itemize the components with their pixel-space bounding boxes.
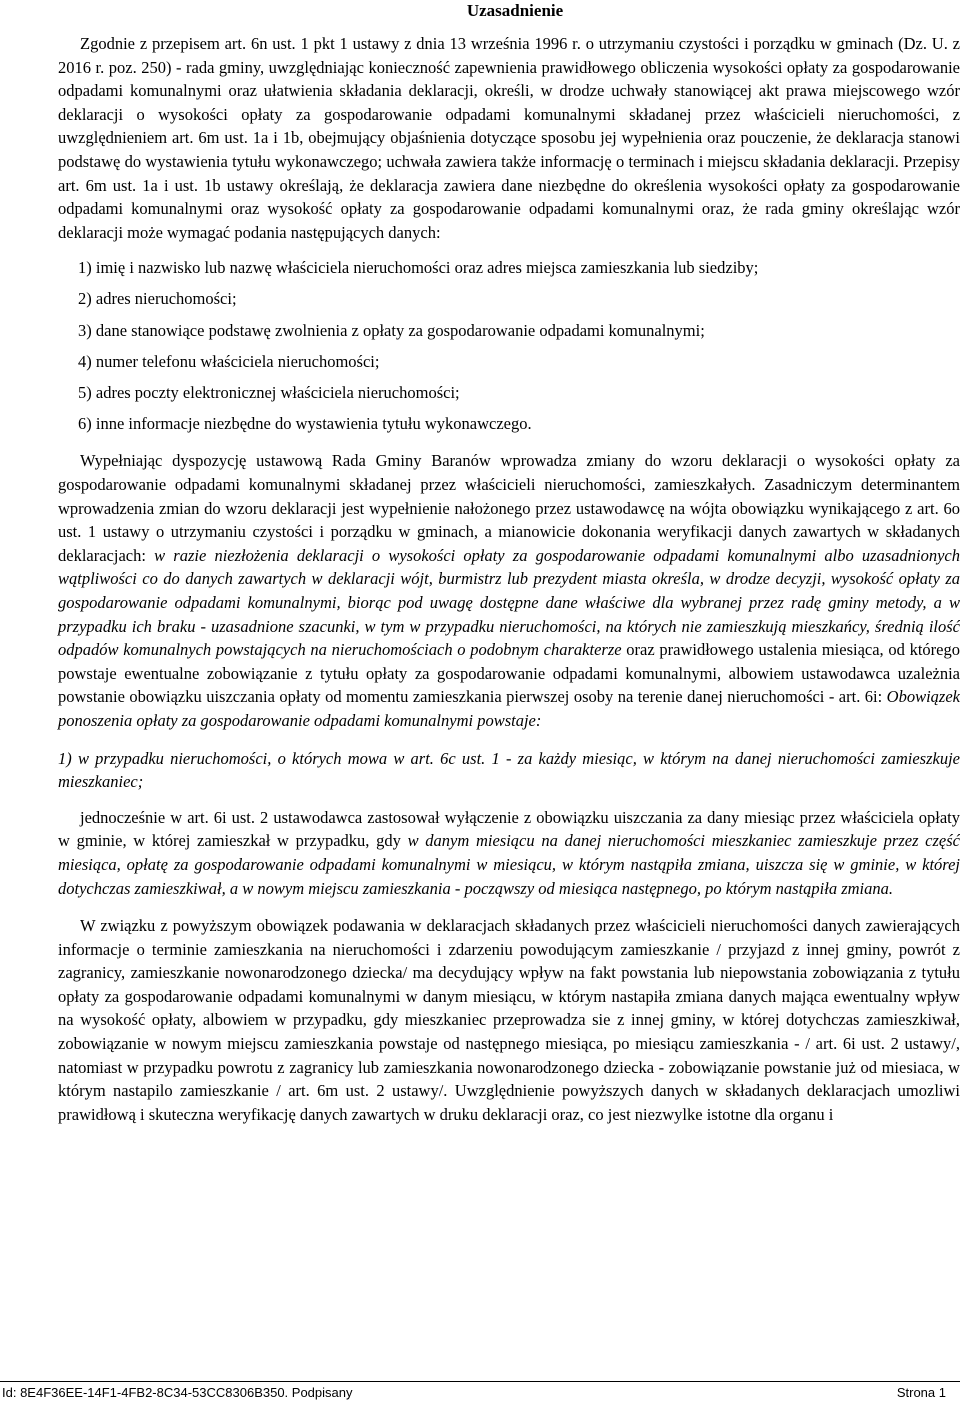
- exclusion-paragraph: [58, 806, 960, 900]
- page-number: Strona 1: [896, 1385, 946, 1400]
- justification-paragraph: [58, 449, 960, 732]
- list-item: 2) adres nieruchomości;: [78, 289, 237, 309]
- data-list: [58, 256, 960, 435]
- quoted-point-paragraph: [58, 747, 960, 794]
- justification-text: Wypełniając dyspozycję ustawową Rada Gminy Baranów wprowadza zmiany do wzoru deklaracji o wysokości opłaty za gospodarowanie odpadami komunalnymi składanej przez właścicieli nieruchomości, zamieszkałych. Zasadniczym determinantem wprowadzenia zmian do wzoru deklaracji jest wypełnienie nałożonego przez ustawodawcę na wójta obowiązku wynikającego z art. 6o ust. 1 ustawy o utrzymaniu czystości i porządku w gminach, a mianowicie dokonania weryfikacji danych zawartych w składanych deklaracjach:: [58, 451, 960, 565]
- intro-paragraph: Zgodnie z przepisem art. 6n ust. 1 pkt 1 ustawy z dnia 13 września 1996 r. o utrzymaniu czystości i porządku w gminach (Dz. U. z 2016 r. poz. 250) - rada gminy, uwzględniając konieczność zapewnienia prawidłowego obliczenia wysokości opłaty za gospodarowanie odpadami komunalnymi oraz ułatwienia składania deklaracji, określi, w drodze uchwały stanowiącej akt prawa miejscowego wzór deklaracji o wysokości opłaty za gospodarowanie odpadami komunalnymi składanej przez właścicieli nieruchomości, z uwzględnieniem art. 6m ust. 1a i 1b, obejmujący objaśnienia dotyczące sposobu jej wypełnienia oraz pouczenie, że deklaracja stanowi podstawę do wystawienia tytułu wykonawczego; uchwała zawiera także informację o terminach i miejscu składania deklaracji. Przepisy art. 6m ust. 1a i ust. 1b ustawy określają, że deklaracja zawiera dane niezbędne do określenia wysokości opłaty za gospodarowanie odpadami komunalnymi oraz wysokość opłaty za gospodarowanie odpadami komunalnymi oraz, że rada gminy określając wzór deklaracji może wymagać podania następujących danych:: [58, 34, 960, 242]
- page-footer: [0, 1381, 960, 1400]
- quoted-point-1: 1) w przypadku nieruchomości, o których mowa w art. 6c ust. 1 - za każdy miesiąc, w którym na danej nieruchomości zamieszkuje mieszkaniec;: [58, 748, 960, 792]
- document-page: [58, 0, 960, 1126]
- quoted-provision-6i-2: w danym miesiącu na danej nieruchomości mieszkaniec zamieszkuje przez część miesiąca, opłatę za gospodarowanie odpadami komunalnymi w miesiącu, w którym nastąpiła zmiana, uiszcza się w gminie, w której dotychczas zamieszkiwał, a w nowym miejscu zamieszkania - począwszy od miesiąca następnego, po którym nastąpiła zmiana.: [58, 831, 960, 898]
- list-item: 6) inne informacje niezbędne do wystawienia tytułu wykonawczego.: [78, 413, 532, 433]
- document-id: Id: 8E4F36EE-14F1-4FB2-8C34-53CC8306B350. Podpisany: [2, 1385, 353, 1400]
- conclusion-paragraph: W związku z powyższym obowiązek podawania w deklaracjach składanych przez właścicieli nieruchomości danych zawierających informacje o terminie zamieszkania na nieruchomości i zdarzeniu powodującym zamieszkanie / przyjazd z innej gminy, powrót z zagranicy, zamieszkanie nowonarodzonego dziecka/ ma decydujący wpływ na fakt powstania lub niepowstania zobowiązania z tytułu opłaty za gospodarowanie odpadami komunalnymi w danym miesiącu, w którym nastapiła zmiana danych mająca ewentualny wpływ na wysokość opłaty, albowiem w przypadku, gdy mieszkaniec przeprowadza sie z innej gminy, w której dotychczas zamieszkiwał, zobowiązanie w nowym miejscu zamieszkania powstaje od następnego miesiąca, po miesiącu zamieszkania - / art. 6i ust. 2 ustawy/, natomiast w przypadku powrotu z zagranicy lub zamieszkania nowonarodzonego dziecka - zobowiązanie powstanie już od miesiaca, w którym nastapilo zamieszkanie / art. 6m ust. 2 ustawy/. Uwzględnienie powyższych danych w składanych deklaracjach umozliwi prawidłową i skuteczna weryfikację danych zawartych w druku deklaracji oraz, co jest niezwylke istotne dla organu i: [58, 916, 960, 1124]
- document-title: Uzasadnienie: [466, 1, 564, 20]
- justification-text-continued: oraz prawidłowego ustalenia miesiąca, od którego powstaje ewentualne zobowiązanie z tytułu opłaty za gospodarowanie odpadami komunalnymi, albowiem ustawodawca uzależnia powstanie obowiązku uiszczania opłaty od momentu zamieszkania pierwszej osoby na terenie danej nieruchomości - art. 6i:: [58, 640, 960, 707]
- list-item: 5) adres poczty elektronicznej właściciela nieruchomości;: [78, 382, 460, 402]
- list-item: 1) imię i nazwisko lub nazwę właściciela nieruchomości oraz adres miejsca zamieszkania lub siedziby;: [78, 258, 759, 278]
- quoted-provision-6o: w razie niezłożenia deklaracji o wysokości opłaty za gospodarowanie odpadami komunalnymi albo uzasadnionych wątpliwości co do danych zawartych w deklaracji wójt, burmistrz lub prezydent miasta określa, w drodze decyzji, wysokość opłaty za gospodarowanie odpadami komunalnymi, biorąc pod uwagę dostępne dane właściwe dla wybranej przez radę gminy metody, a w przypadku ich braku - uzasadnione szacunki, w tym w przypadku nieruchomości, na których nie zamieszkują mieszkańcy, średnią ilość odpadów komunalnych powstających na nieruchomościach o podobnym charakterze: [58, 545, 960, 660]
- list-item: 4) numer telefonu właściciela nieruchomości;: [78, 351, 380, 371]
- list-item: 3) dane stanowiące podstawę zwolnienia z opłaty za gospodarowanie odpadami komunalnymi;: [78, 320, 705, 340]
- exclusion-text: jednocześnie w art. 6i ust. 2 ustawodawca zastosował wyłączenie z obowiązku uiszczania za dany miesiąc przez właściciela opłaty w gminie, w której zamieszkał w przypadku, gdy: [58, 807, 960, 851]
- quoted-provision-6i: Obowiązek ponoszenia opłaty za gospodarowanie odpadami komunalnymi powstaje:: [58, 687, 960, 730]
